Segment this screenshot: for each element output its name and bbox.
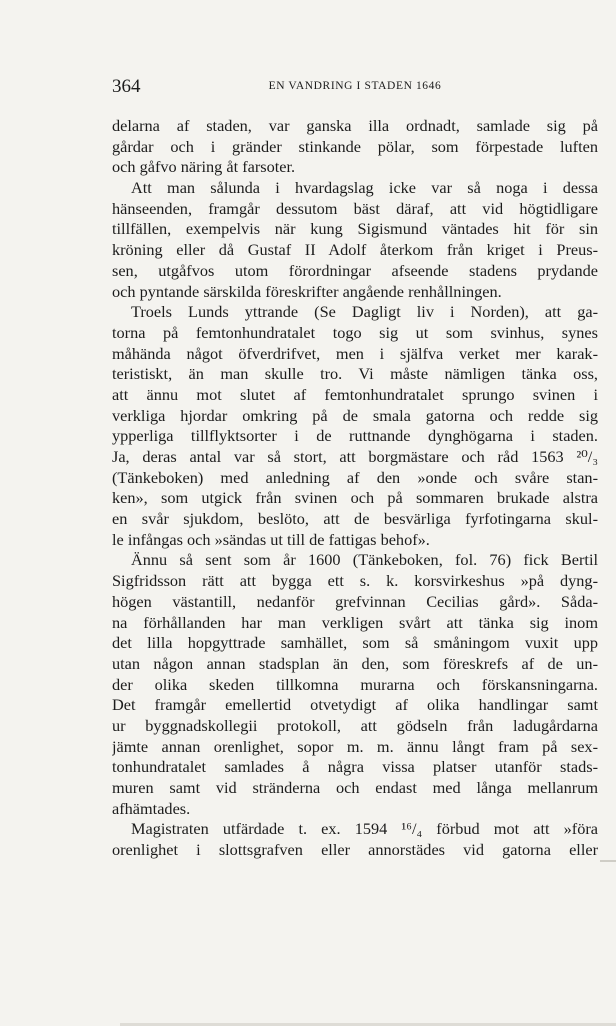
text-line: ur byggnadskollegii protokoll, att gödseln från ladugårdarna	[112, 715, 598, 735]
text-line: Det framgår emellertid otvetydigt af olika handlingar samt	[112, 695, 598, 715]
text-line: jämte annan orenlighet, sopor m. m. ännu långt fram på sex-	[112, 736, 598, 756]
text-line: Ja, deras antal var så stort, att borgmästare och råd 1563 ²⁰/₃	[112, 447, 598, 466]
text-line: Magistraten utfärdade t. ex. 1594 ¹⁶/₄ förbud mot att »föra	[131, 819, 598, 839]
text-line: Troels Lunds yttrande (Se Dagligt liv i Norden), att ga-	[131, 302, 598, 322]
text-line: torna på femtonhundratalet togo sig ut som svinhus, synes	[112, 322, 598, 342]
text-line: sen, utgåfvos utom förordningar afseende stadens prydande	[112, 260, 598, 280]
text-line: Sigfridsson rätt att bygga ett s. k. korsvirkeshus »på dyng-	[112, 571, 598, 591]
text-line: der olika skeden tillkomna murarna och förskansningarna.	[112, 674, 598, 694]
text-line: att ännu mot slutet af femtonhundratalet sprungo svinen i	[112, 384, 598, 404]
text-line: gårdar och i gränder stinkande pölar, som förpestade luften	[112, 136, 598, 156]
page-edge-mark	[600, 860, 616, 862]
text-line: måhända något öfverdrifvet, men i själfva verket mer karak-	[112, 343, 598, 363]
text-line: le infångas och »sändas ut till de fattigas behof».	[112, 529, 430, 549]
text-line: högen västantill, nedanför grefvinnan Cecilias gård». Sådа-	[112, 591, 598, 611]
text-line: en svår sjukdom, beslöto, att de besvärliga fyrfotingarna skul-	[112, 509, 598, 529]
text-line: det lilla hopgyttrade samhället, som så småningom vuxit upp	[112, 633, 598, 653]
text-line: och gåfvo näring åt farsoter.	[112, 157, 296, 177]
text-line: orenlighet i slottsgrafven eller annorstädes vid gatorna eller	[112, 840, 598, 860]
running-title: EN VANDRING I STADEN 1646	[268, 80, 442, 92]
text-line: muren samt vid stränderna och endast med långa mellanrum	[112, 778, 598, 797]
text-line: ken», som utgick från svinen och på sommaren brukade alstra	[112, 488, 598, 508]
text-line: (Tänkeboken) med anledning af den »onde och svåre stan-	[112, 467, 598, 487]
page-header	[112, 74, 598, 100]
text-line: ypperliga tillflyktsorter i de ruttnande dynghögarna i staden.	[112, 426, 598, 446]
text-line: tillfällen, exempelvis när kung Sigismund väntades hit för sin	[112, 219, 598, 239]
text-line: utan någon annan stadsplan än den, som föreskrefs af de un-	[112, 653, 598, 673]
text-line: verkliga hjordar omkring på de smala gatorna och redde sig	[112, 405, 598, 425]
text-line: na förhållanden har man verkligen svårt att tänka sig inom	[112, 612, 598, 632]
text-line: hänseenden, framgår dessutom bäst däraf, att vid högtidligare	[112, 198, 598, 218]
text-line: afhämtades.	[112, 798, 191, 818]
text-line: Att man sålunda i hvardagslag icke var så noga i dessa	[131, 178, 598, 198]
text-line: kröning eller då Gustaf II Adolf återkom från kriget i Preus-	[112, 240, 598, 260]
text-line: tonhundratalet samlades å några vissa platser utanför stads-	[112, 757, 598, 777]
text-line: och pyntande särskilda föreskrifter angående renhållningen.	[112, 281, 502, 301]
text-line: delarna af staden, var ganska illa ordnadt, samlade sig på	[112, 116, 598, 135]
text-line: Ännu så sent som år 1600 (Tänkeboken, fol. 76) fick Bertil	[131, 550, 598, 570]
page-number: 364	[112, 76, 141, 97]
text-line: teristiskt, än man skulle tro. Vi måste nämligen tänka oss,	[112, 364, 598, 384]
body-text	[112, 116, 598, 861]
